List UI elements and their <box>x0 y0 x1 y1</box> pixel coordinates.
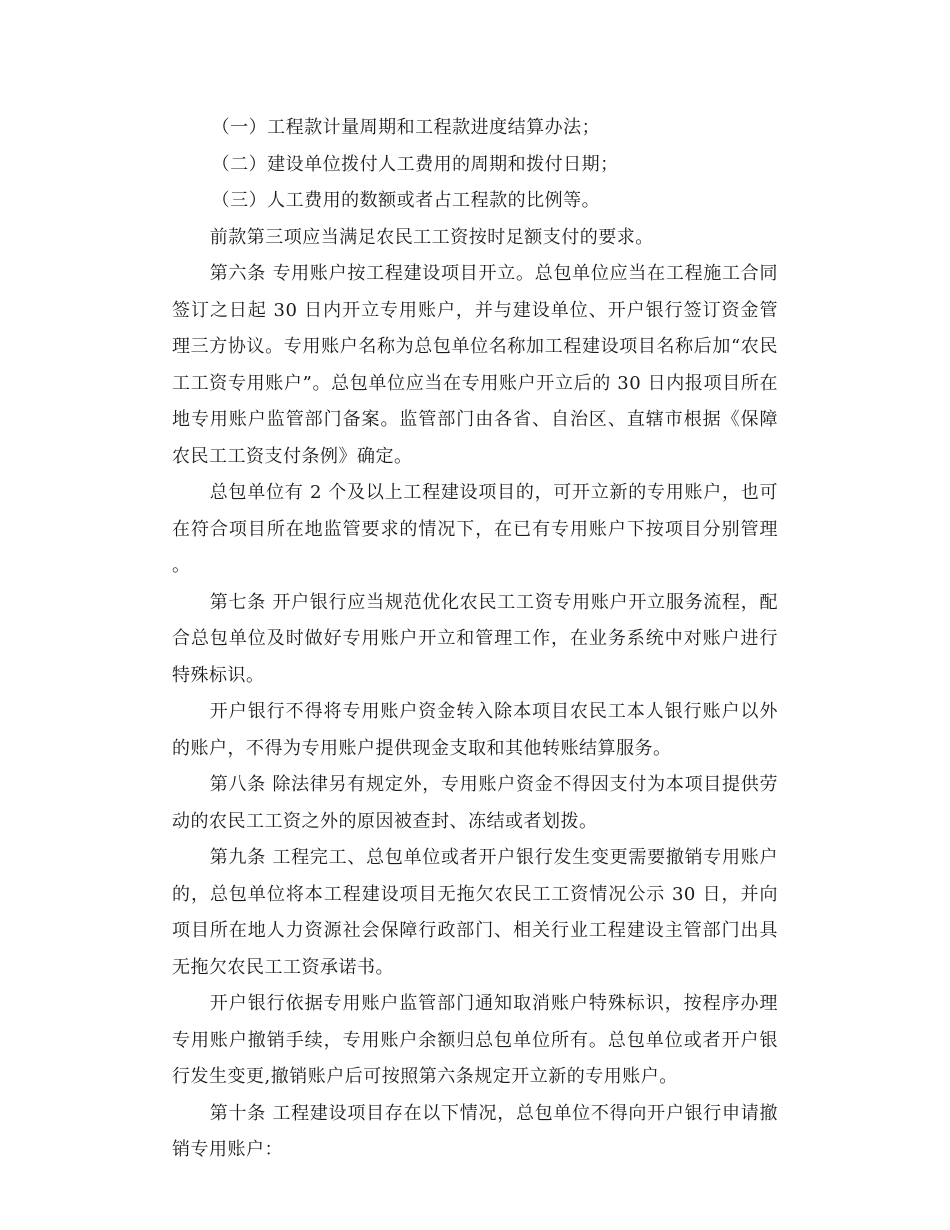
list-item-2: （二）建设单位拨付人工费用的周期和拨付日期； <box>211 153 619 175</box>
paragraph-multiple-projects: 总包单位有 2 个及以上工程建设项目的，可开立新的专用账户，也可在符合项目所在地监管要求的情况下，在已有专用账户下按项目分别管理。 <box>172 482 778 576</box>
article-7: 第七条 开户银行应当规范优化农民工工资专用账户开立服务流程，配合总包单位及时做好专用账户开立和管理工作，在业务系统中对账户进行特殊标识。 <box>172 591 778 686</box>
paragraph-account-cancellation: 开户银行依据专用账户监管部门通知取消账户特殊标识，按程序办理专用账户撤销手续，专用账户余额归总包单位所有。总包单位或者开户银行发生变更,撤销账户后可按照第六条规定开立新的专用账户。 <box>172 993 778 1087</box>
paragraph-requirement: 前款第三项应当满足农民工工资按时足额支付的要求。 <box>209 226 654 248</box>
article-6: 第六条 专用账户按工程建设项目开立。总包单位应当在工程施工合同签订之日起 30 日内开立专用账户，并与建设单位、开户银行签订资金管理三方协议。专用账户名称为总包单位名称加工程建设项目名称后加“农民工工资专用账户”。总包单位应当在专用账户开立后的 30 日内报项目所在地专用账户监管部门备案。监管部门由各省、自治区、直辖市根据《保障农民工工资支付条例》确定。 <box>172 263 778 467</box>
list-item-1: （一）工程款计量周期和工程款进度结算办法； <box>211 117 601 138</box>
article-8: 第八条 除法律另有规定外，专用账户资金不得因支付为本项目提供劳动的农民工工资之外的原因被查封、冻结或者划拨。 <box>172 774 778 832</box>
paragraph-bank-restrictions: 开户银行不得将专用账户资金转入除本项目农民工本人银行账户以外的账户，不得为专用账户提供现金支取和其他转账结算服务。 <box>172 701 778 759</box>
article-9: 第九条 工程完工、总包单位或者开户银行发生变更需要撤销专用账户的，总包单位将本工程建设项目无拖欠农民工工资情况公示 30 日，并向项目所在地人力资源社会保障行政部门、相关行业工程建设主管部门出具无拖欠农民工工资承诺书。 <box>172 847 778 978</box>
list-item-3: （三）人工费用的数额或者占工程款的比例等。 <box>211 190 601 211</box>
document-page <box>172 110 778 1169</box>
article-10: 第十条 工程建设项目存在以下情况，总包单位不得向开户银行申请撤销专用账户： <box>172 1102 778 1160</box>
